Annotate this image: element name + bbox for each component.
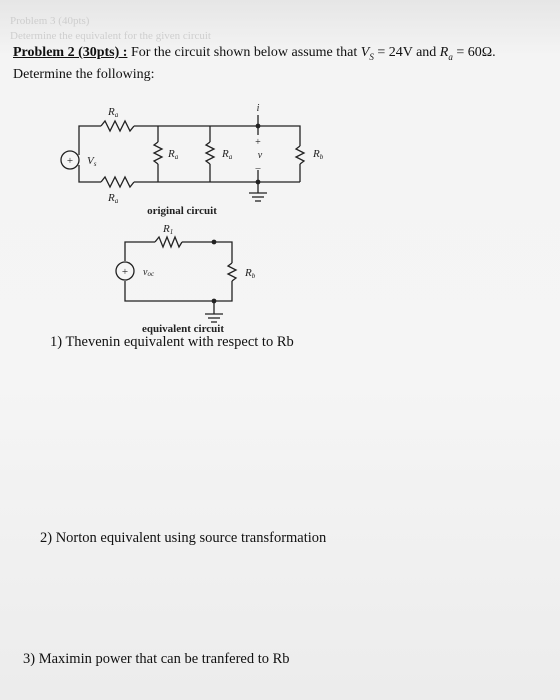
- source-label: V: [87, 155, 94, 167]
- bleed-through-title: Problem 3 (40pts): [10, 15, 90, 27]
- voltage-plus-sign: +: [255, 137, 261, 148]
- problem-intro: For the circuit shown below assume that: [130, 45, 358, 60]
- ra-middle2-label: R: [222, 148, 229, 160]
- ra-top-label: R: [108, 106, 115, 118]
- voc-plus-sign: +: [121, 266, 129, 278]
- voltage-minus-sign: –: [255, 163, 261, 174]
- voc-subscript: oc: [147, 270, 155, 278]
- question-max-power: 3) Maximin power that can be tranfered to Rb: [23, 651, 290, 667]
- ra-value: = 60Ω.: [456, 45, 496, 60]
- rb-eq-label: R: [245, 267, 252, 279]
- svg-text:Ra: [107, 106, 119, 119]
- equivalent-circuit-caption: equivalent circuit: [142, 323, 224, 335]
- svg-text:Rb: [244, 267, 256, 280]
- svg-text:R1: [162, 223, 173, 236]
- problem-instruction: Determine the following:: [13, 66, 155, 82]
- original-circuit-diagram: [50, 95, 350, 220]
- ra-bottom-label: R: [108, 192, 115, 204]
- question-thevenin: 1) Thevenin equivalent with respect to Rb: [50, 334, 294, 350]
- original-circuit-caption: original circuit: [147, 205, 217, 217]
- rb-subscript: b: [319, 153, 324, 161]
- equivalent-circuit-diagram: [105, 218, 305, 338]
- rb-eq-subscript: b: [251, 272, 256, 280]
- r1-label: R: [163, 223, 170, 235]
- question-norton: 2) Norton equivalent using source transformation: [40, 530, 327, 546]
- voc-label: v: [143, 267, 148, 278]
- svg-text:Ra: [167, 148, 179, 161]
- source-subscript: s: [93, 160, 97, 168]
- svg-text:Rb: [312, 148, 324, 161]
- vs-symbol: V: [360, 45, 370, 60]
- ra-middle2-subscript: a: [228, 153, 233, 161]
- ra-subscript: a: [448, 51, 453, 62]
- svg-text:Ra: [107, 192, 119, 205]
- svg-text:Vs: [87, 155, 97, 168]
- vs-subscript: S: [369, 51, 374, 62]
- svg-text:Ra: [221, 148, 233, 161]
- ra-middle1-subscript: a: [174, 153, 179, 161]
- problem-label: Problem 2 (30pts) :: [13, 45, 128, 60]
- ra-middle1-label: R: [168, 148, 175, 160]
- r1-subscript: 1: [169, 228, 174, 236]
- problem-statement: [13, 44, 553, 83]
- ra-top-subscript: a: [114, 111, 119, 119]
- voltage-label: v: [257, 150, 263, 161]
- source-plus-sign: +: [66, 155, 74, 167]
- svg-text:voc: [143, 267, 155, 278]
- current-label: i: [256, 103, 260, 114]
- ra-bottom-subscript: a: [114, 197, 119, 205]
- vs-value: = 24V and: [377, 45, 437, 60]
- bleed-through-line: Determine the equivalent for the given circuit: [10, 30, 211, 42]
- rb-label: R: [313, 148, 320, 160]
- ra-symbol: R: [439, 45, 449, 60]
